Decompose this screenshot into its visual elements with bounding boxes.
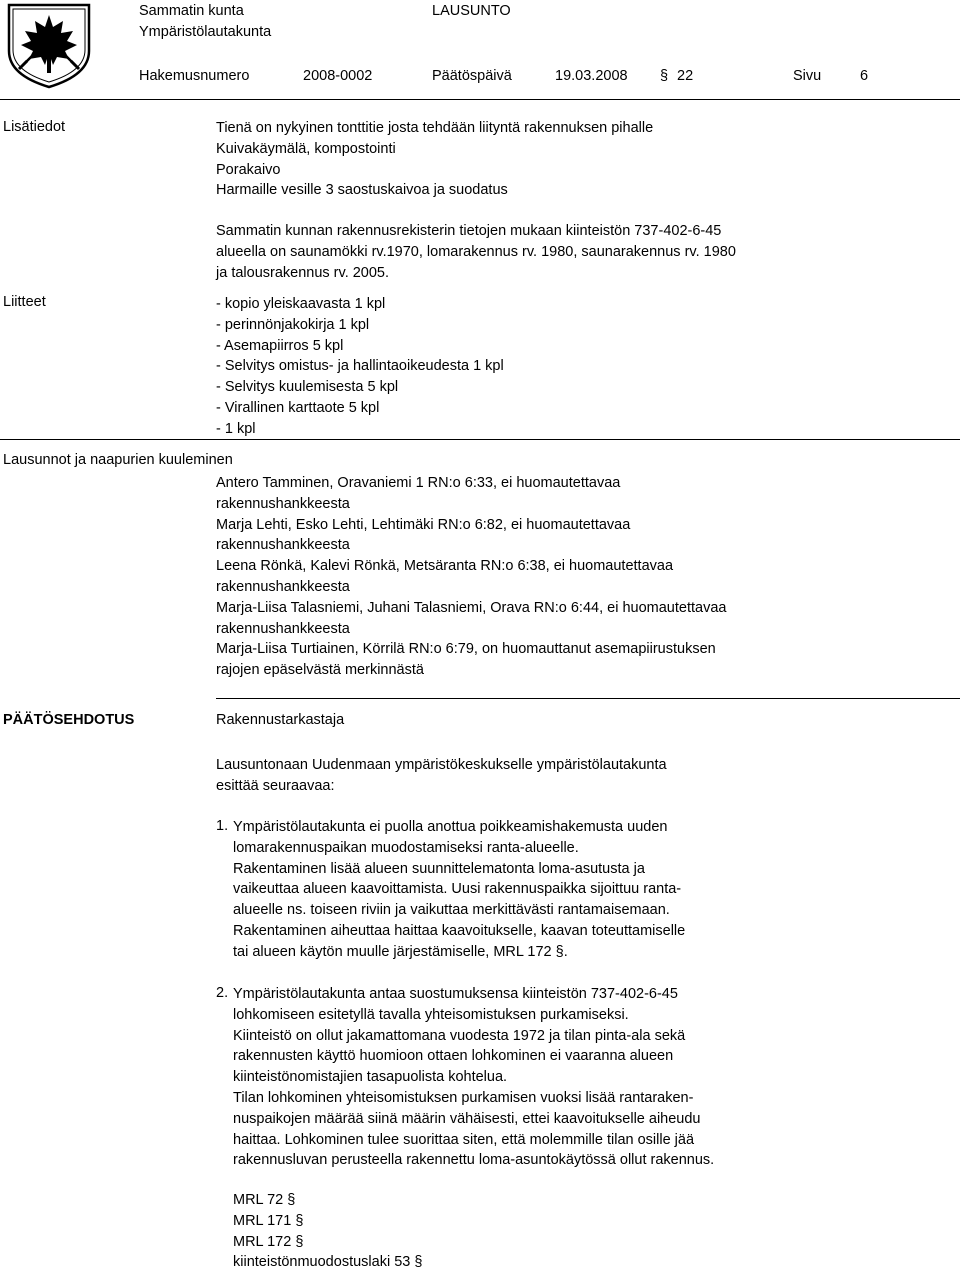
point-line: Kiinteistö on ollut jakamattomana vuodesta 1972 ja tilan pinta-ala sekä <box>233 1027 686 1044</box>
point-2-number: 2. <box>216 985 229 1001</box>
section-sign: § <box>414 1254 423 1271</box>
statement-line: rajojen epäselvästä merkinnästä <box>216 662 424 679</box>
page-label: Sivu <box>793 68 822 84</box>
attachment-item: - Selvitys kuulemisesta 5 kpl <box>216 379 399 396</box>
decision-date-label: Päätöspäivä <box>432 68 512 84</box>
point-line: vaikeuttaa alueen kaavoittamista. Uusi rakennuspaikka sijoittuu ranta- <box>233 881 682 898</box>
statement-line: rakennushankkeesta <box>216 578 350 595</box>
liitteet-label: Liitteet <box>3 294 46 310</box>
point-line: rakennusten käyttö huomioon ottaen lohkominen ei vaaranna alueen <box>233 1048 674 1065</box>
statement-line: Marja-Liisa Talasniemi, Juhani Talasniemi, Orava RN:o 6:44, ei huomautettavaa <box>216 599 727 616</box>
intro-line: Lausuntonaan Uudenmaan ympäristökeskukselle ympäristölautakunta <box>216 757 667 773</box>
neighbor-statements <box>216 473 726 681</box>
lausunnot-label: Lausunnot ja naapurien kuuleminen <box>3 452 233 468</box>
point-1-text <box>233 817 685 963</box>
point-line: Tilan lohkominen yhteisomistuksen purkamisen vuoksi lisää rantaraken- <box>233 1089 694 1106</box>
point-line: tai alueen käytön muulle järjestämiselle, MRL 172 §. <box>233 943 568 960</box>
lisatiedot-line: Kuivakäymälä, kompostointi <box>216 140 396 157</box>
section-number: 22 <box>677 68 694 84</box>
statement-line: Antero Tamminen, Oravaniemi 1 RN:o 6:33, ei huomautettavaa <box>216 475 621 491</box>
point-line: haittaa. Lohkominen tulee suorittaa siten, että molemmille tilan osille jää <box>233 1131 695 1148</box>
page-number: 6 <box>860 68 869 84</box>
statement-line: rakennushankkeesta <box>216 537 350 554</box>
municipal-crest-logo <box>5 3 93 89</box>
attachments-divider <box>0 439 960 440</box>
intro-line: esittää seuraavaa: <box>216 777 335 794</box>
reference-item <box>233 1190 422 1211</box>
decision-proposal-label: PÄÄTÖSEHDOTUS <box>3 712 135 728</box>
lisatiedot-label: Lisätiedot <box>3 119 66 135</box>
application-number-value: 2008-0002 <box>303 68 373 84</box>
point-2-text <box>233 984 714 1171</box>
attachment-item: - Selvitys omistus- ja hallintaoikeudesta 1 kpl <box>216 358 504 375</box>
section-sign: § <box>287 1192 296 1208</box>
header-divider <box>0 99 960 100</box>
statement-line: rakennushankkeesta <box>216 495 350 512</box>
reference-text: MRL 172 <box>233 1233 292 1250</box>
statement-line: Marja-Liisa Turtiainen, Körrilä RN:o 6:79, on huomauttanut asemapiirustuksen <box>216 641 716 658</box>
statement-line: rakennushankkeesta <box>216 620 350 637</box>
org-name: Sammatin kunta <box>139 3 244 19</box>
registry-text <box>216 221 736 283</box>
statement-line: Leena Rönkä, Kalevi Rönkä, Metsäranta RN:o 6:38, ei huomautettavaa <box>216 558 674 575</box>
point-line: nuspaikojen määrää siinä määrin vähäisesti, ettei kaavoitukselle aiheudu <box>233 1110 701 1127</box>
statements-divider <box>216 698 960 699</box>
point-line: lohkomiseen esitetyllä tavalla yhteisomistuksen purkamiseksi. <box>233 1006 629 1023</box>
document-type: LAUSUNTO <box>432 3 511 19</box>
lisatiedot-line: Porakaivo <box>216 161 281 178</box>
registry-line: alueella on saunamökki rv.1970, lomarakennus rv. 1980, saunarakennus rv. 1980 <box>216 243 736 260</box>
point-1-number: 1. <box>216 818 229 834</box>
point-line-text: tai alueen käytön muulle järjestämiselle, MRL 172 <box>233 943 552 960</box>
reference-text: MRL 72 <box>233 1192 284 1208</box>
lisatiedot-line: Tienä on nykyinen tonttitie josta tehdään liityntä rakennuksen pihalle <box>216 120 654 136</box>
legal-references <box>233 1190 422 1273</box>
point-line: Rakentaminen lisää alueen suunnittelematonta loma-asutusta ja <box>233 860 645 877</box>
point-line: Ympäristölautakunta antaa suostumuksensa kiinteistön 737-402-6-45 <box>233 986 678 1002</box>
lisatiedot-text <box>216 118 653 201</box>
attachments-list <box>216 294 504 440</box>
section-sign: § <box>295 1212 304 1229</box>
registry-line: Sammatin kunnan rakennusrekisterin tietojen mukaan kiinteistön 737-402-6-45 <box>216 223 722 239</box>
point-line: rakennusluvan perusteella rakennettu loma-asuntokäytössä ollut rakennus. <box>233 1152 715 1169</box>
committee-name: Ympäristölautakunta <box>139 24 272 40</box>
attachment-item: - 1 kpl <box>216 420 256 437</box>
proposal-intro <box>216 755 667 797</box>
registry-line: ja talousrakennus rv. 2005. <box>216 264 390 281</box>
point-line: lomarakennuspaikan muodostamiseksi ranta-alueelle. <box>233 839 579 856</box>
point-line: alueelle ns. toiseen riviin ja vaikuttaa merkittävästi rantamaisemaan. <box>233 902 670 919</box>
attachment-item: - Virallinen karttaote 5 kpl <box>216 399 380 416</box>
decision-date-value: 19.03.2008 <box>555 68 628 84</box>
reference-item <box>233 1252 422 1273</box>
reference-text: MRL 171 <box>233 1212 292 1229</box>
point-line: Rakentaminen aiheuttaa haittaa kaavoitukselle, kaavan toteuttamiselle <box>233 922 686 939</box>
attachment-item: - Asemapiirros 5 kpl <box>216 337 344 354</box>
attachment-item: - perinnönjakokirja 1 kpl <box>216 316 370 333</box>
statement-line: Marja Lehti, Esko Lehti, Lehtimäki RN:o 6:82, ei huomautettavaa <box>216 516 631 533</box>
section-sign: § <box>660 68 669 84</box>
reference-text: kiinteistönmuodostuslaki 53 <box>233 1254 411 1271</box>
reference-item <box>233 1232 422 1253</box>
section-sign: § <box>295 1233 304 1250</box>
point-line: kiinteistönomistajien tasapuolista kohtelua. <box>233 1069 508 1086</box>
section-sign: § <box>555 943 564 960</box>
reference-item <box>233 1211 422 1232</box>
presenter: Rakennustarkastaja <box>216 712 345 728</box>
attachment-item: - kopio yleiskaavasta 1 kpl <box>216 296 386 312</box>
application-number-label: Hakemusnumero <box>139 68 250 84</box>
point-line: Ympäristölautakunta ei puolla anottua poikkeamishakemusta uuden <box>233 819 668 835</box>
lisatiedot-line: Harmaille vesille 3 saostuskaivoa ja suodatus <box>216 182 508 199</box>
